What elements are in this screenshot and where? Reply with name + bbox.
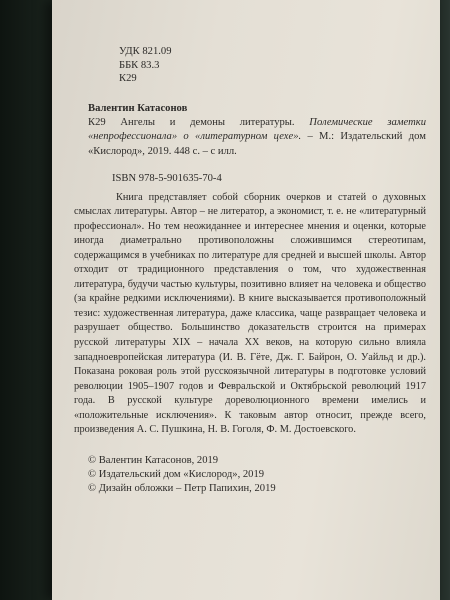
isbn: ISBN 978-5-901635-70-4 <box>112 173 222 185</box>
background-shadow <box>0 0 52 600</box>
author-name: Валентин Катасонов <box>88 102 188 114</box>
abstract-paragraph: Книга представляет собой сборник очерков и статей о духовных смыслах литературы. Автор – не литератор, а экономист, т. е. не «литературный профессионал». Но тем неожиданнее и интереснее мнения и оценки, которые иногда диаметрально противоположны сложившимся стереотипам, содержащимся в учебниках по литературе для средней и высшей школы. Автор отходит от традиционного представления о том, что художественная литература, будучи частью культуры, позитивно влияет на человека и общество (за крайне редкими исключениями). В книге высказывается противоположный тезис: художественная литература, даже классика, чаще развращает человека и разрушает общество. Большинство доказательств строится на примерах русской литературы XIX – начала XX веков, на которую сильно влияла западноевропейская литература (И. В. Гёте, Дж. Г. Байрон, О. Уайльд и др.). Показана роковая роль этой русскоязычной литературы в подготовке условий революции 1905–1907 годов и Февральской и Октябрьской революций 1917 года. В русской культуре дореволюционного времени имелись и «положительные исключения». К таковым автор относит, прежде всего, произведения А. С. Пушкина, Н. В. Гоголя, Ф. М. Достоевского. <box>74 191 426 436</box>
udk-code: УДК 821.09 <box>119 46 172 57</box>
entry-subtitle: Полемические заметки «непрофессионала» о «литературном цехе». <box>88 116 427 143</box>
copyright-line: © Валентин Катасонов, 2019 <box>88 454 219 466</box>
entry-imprint: – М.: Издательский дом «Кислород», 2019. 448 с. – с илл. <box>88 131 426 157</box>
bibliographic-entry <box>88 116 426 159</box>
catalog-block <box>119 45 426 86</box>
copyright-line: © Дизайн обложки – Петр Папихин, 2019 <box>88 482 276 494</box>
page-content <box>74 45 426 496</box>
copyright-block <box>88 454 426 496</box>
bbk-code: ББК 83.3 <box>119 59 160 71</box>
entry-title: К29 Ангелы и демоны литературы. <box>88 116 310 128</box>
author-mark: К29 <box>119 73 137 84</box>
book-page <box>52 0 440 600</box>
copyright-line: © Издательский дом «Кислород», 2019 <box>88 468 265 480</box>
